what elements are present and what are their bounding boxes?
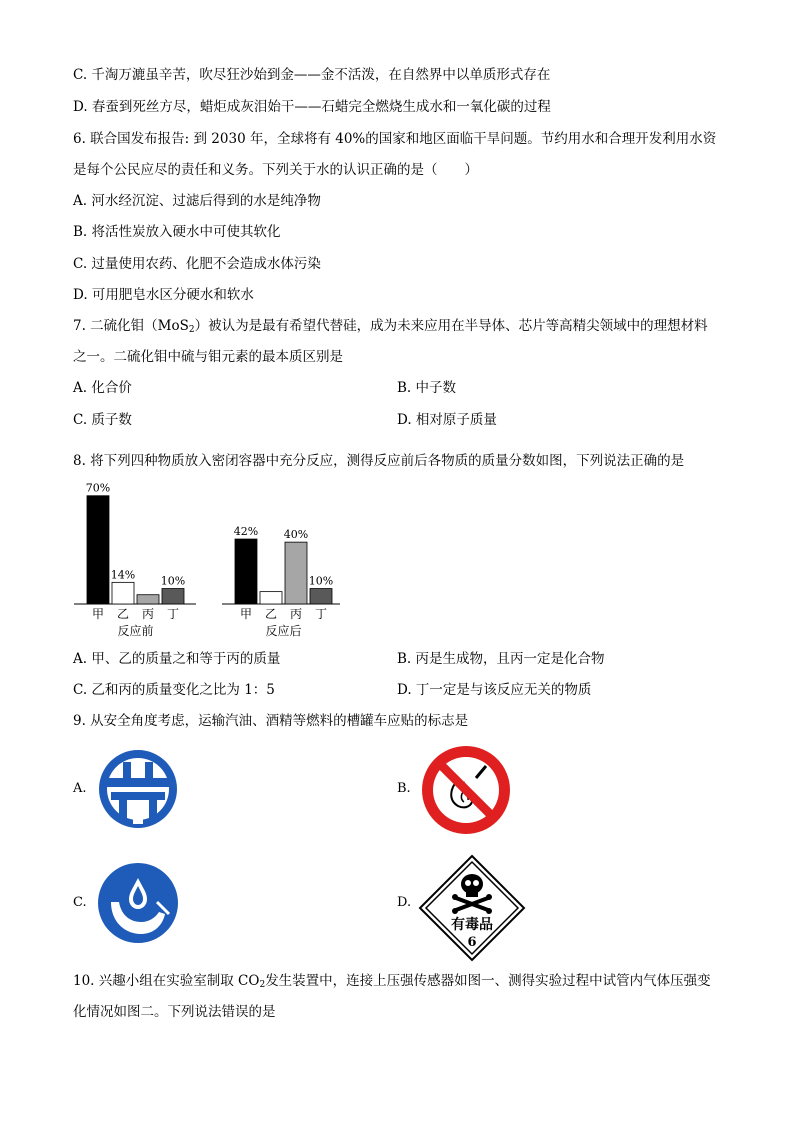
- question-6-stem-cont: 是每个公民应尽的责任和义务。下列关于水的认识正确的是（ ）: [73, 162, 478, 178]
- question-9-stem: 9. 从安全角度考虑，运输汽油、酒精等燃料的槽罐车应贴的标志是: [73, 713, 469, 729]
- option-6b: B. 将活性炭放入硬水中可使其软化: [73, 224, 281, 240]
- water-drop-hand-sign-icon: [97, 862, 179, 944]
- bar-丙: [137, 595, 159, 604]
- option-8b: B. 丙是生成物，且丙一定是化合物: [397, 651, 605, 667]
- chart-caption: 反应前: [117, 624, 154, 638]
- bar-value-label: 70%: [85, 481, 111, 495]
- bar-丁: [162, 589, 184, 604]
- bar-value-label: 10%: [160, 574, 186, 588]
- option-7d: D. 相对原子质量: [397, 412, 497, 428]
- question-7-stem-cont: 之一。二硫化钼中硫与钼元素的最本质区别是: [73, 349, 343, 365]
- option-9a-label: A.: [73, 781, 87, 796]
- option-7a: A. 化合价: [73, 380, 132, 396]
- question-10-stem-cont: 化情况如图二。下列说法错误的是: [73, 1004, 276, 1020]
- bar-丙: [285, 542, 307, 604]
- bar-乙: [112, 582, 134, 604]
- option-5c: C. 千淘万漉虽辛苦，吹尽狂沙始到金——金不活泼，在自然界中以单质形式存在: [73, 67, 551, 83]
- question-7-stem: [73, 317, 708, 339]
- category-tick-label: 甲: [91, 607, 105, 621]
- option-6c: C. 过量使用农药、化肥不会造成水体污染: [73, 256, 321, 272]
- question-10-stem: [73, 972, 711, 994]
- toxic-sign-text: 有毒品: [451, 917, 493, 933]
- question-7-subscript: 2: [188, 325, 195, 335]
- bar-value-label: 42%: [233, 525, 259, 539]
- question-10-subscript: 2: [259, 980, 266, 990]
- water-saving-sign-icon: [97, 748, 179, 830]
- no-open-flame-sign-icon: [420, 744, 512, 836]
- category-tick-label: 丙: [289, 607, 303, 621]
- category-tick-label: 乙: [116, 607, 130, 621]
- category-tick-label: 甲: [239, 607, 253, 621]
- option-9c-label: C.: [73, 895, 87, 910]
- chart-before: [74, 482, 196, 638]
- option-6d: D. 可用肥皂水区分硬水和软水: [73, 287, 254, 303]
- option-9d-label: D.: [397, 895, 412, 910]
- category-tick-label: 丙: [141, 607, 155, 621]
- question-6-stem: 6. 联合国发布报告: 到 2030 年，全球将有 40%的国家和地区面临干旱问题。节约用水和合理开发利用水资: [73, 131, 717, 147]
- question-10-stem-post: 发生装置中，连接上压强传感器如图一、测得实验过程中试管内气体压强变: [265, 973, 711, 989]
- bar-甲: [87, 496, 109, 604]
- chart-caption: 反应后: [265, 624, 302, 638]
- option-7b: B. 中子数: [397, 380, 457, 396]
- bar-value-label: 10%: [308, 574, 334, 588]
- category-tick-label: 丁: [166, 607, 180, 621]
- question-7-stem-pre: 7. 二硫化钼（MoS: [73, 318, 189, 334]
- toxic-substance-sign-icon: [418, 854, 526, 962]
- toxic-sign-class-number: 6: [467, 935, 477, 950]
- bar-value-label: 40%: [283, 528, 309, 542]
- category-tick-label: 乙: [264, 607, 278, 621]
- option-5d: D. 春蚕到死丝方尽，蜡炬成灰泪始干——石蜡完全燃烧生成水和一氧化碳的过程: [73, 99, 551, 115]
- bar-乙: [260, 592, 282, 604]
- chart-after: [222, 525, 340, 638]
- question-10-stem-pre: 10. 兴趣小组在实验室制取 CO: [73, 973, 260, 989]
- option-7c: C. 质子数: [73, 412, 132, 428]
- bar-丁: [310, 589, 332, 604]
- bar-甲: [235, 539, 257, 604]
- option-8a: A. 甲、乙的质量之和等于丙的质量: [73, 651, 281, 667]
- question-7-stem-post: ）被认为是最有希望代替硅，成为未来应用在半导体、芯片等高精尖领域中的理想材料: [194, 318, 708, 334]
- option-9b-label: B.: [397, 781, 411, 796]
- option-8c: C. 乙和丙的质量变化之比为 1：5: [73, 682, 275, 698]
- mass-fraction-charts: [70, 476, 340, 642]
- bar-value-label: 14%: [110, 568, 136, 582]
- question-8-stem: 8. 将下列四种物质放入密闭容器中充分反应，测得反应前后各物质的质量分数如图，下列说法正确的是: [73, 453, 685, 469]
- option-6a: A. 河水经沉淀、过滤后得到的水是纯净物: [73, 193, 321, 209]
- option-8d: D. 丁一定是与该反应无关的物质: [397, 682, 592, 698]
- category-tick-label: 丁: [314, 607, 328, 621]
